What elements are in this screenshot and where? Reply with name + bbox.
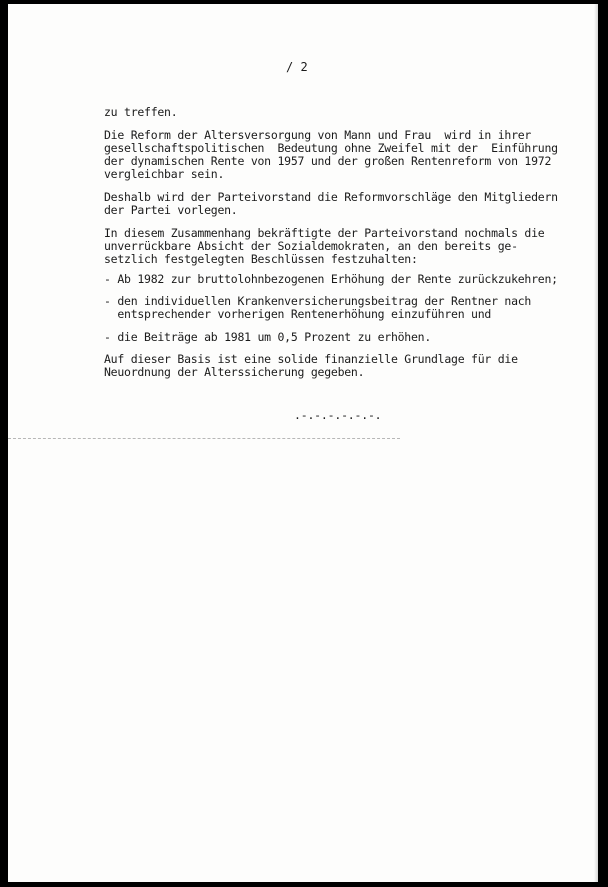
text-line: zu treffen. <box>104 105 178 119</box>
end-mark: .-.-.-.-.-.-. <box>294 408 382 422</box>
scan-edge-shadow <box>594 4 598 882</box>
text-line: der dynamischen Rente von 1957 und der großen Rentenreform von 1972 <box>104 154 552 168</box>
text-line: Neuordnung der Alterssicherung gegeben. <box>104 365 365 379</box>
document-page <box>8 4 598 882</box>
text-line: Auf dieser Basis ist eine solide finanzielle Grundlage für die <box>104 352 518 366</box>
text-line: In diesem Zusammenhang bekräftigte der Parteivorstand nochmals die <box>104 226 545 240</box>
text-line: vergleichbar sein. <box>104 167 225 181</box>
text-line: Deshalb wird der Parteivorstand die Reformvorschläge den Mitgliedern <box>104 190 558 204</box>
text-line: unverrückbare Absicht der Sozialdemokraten, an den bereits ge- <box>104 239 518 253</box>
page-number: / 2 <box>286 60 308 74</box>
scan-fold-line <box>8 438 400 439</box>
text-line: Die Reform der Altersversorgung von Mann und Frau wird in ihrer <box>104 128 532 142</box>
text-line: entsprechender vorherigen Rentenerhöhung einzuführen und <box>104 307 492 321</box>
text-line: setzlich festgelegten Beschlüssen festzuhalten: <box>104 252 418 266</box>
bullet-item: - Ab 1982 zur bruttolohnbezogenen Erhöhung der Rente zurückzukehren; <box>104 272 558 286</box>
bullet-item: - die Beiträge ab 1981 um 0,5 Prozent zu erhöhen. <box>104 330 432 344</box>
text-line: der Partei vorlegen. <box>104 203 238 217</box>
bullet-item: - den individuellen Krankenversicherungsbeitrag der Rentner nach <box>104 294 532 308</box>
text-line: gesellschaftspolitischen Bedeutung ohne Zweifel mit der Einführung <box>104 141 558 155</box>
